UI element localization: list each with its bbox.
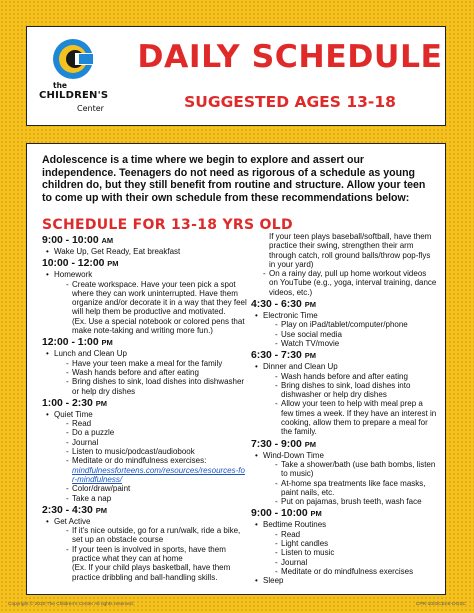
list-continuation: (Ex. If your child plays basketball, have them practice dribbling and ball-handling skills.: [72, 563, 231, 582]
sub-list-item: [54, 456, 247, 484]
mindfulness-link[interactable]: mindfulnessforteens.com/resources/resources-for-mindfulness/: [72, 465, 245, 484]
sub-list-item: - Color/draw/paint: [54, 484, 247, 493]
schedule-block: [42, 337, 247, 395]
logo-the-text: the: [53, 81, 68, 90]
sub-list-item: - Read: [263, 530, 437, 539]
time-ampm: AM: [101, 236, 114, 245]
list-item: [42, 517, 247, 582]
time-slot: [251, 508, 437, 520]
time-range: 9:00 - 10:00: [251, 508, 308, 520]
list-item: [42, 349, 247, 395]
list-item: [251, 362, 437, 436]
time-slot: [42, 505, 247, 517]
list-item: [251, 520, 437, 576]
time-ampm: PM: [304, 351, 316, 361]
time-slot: [251, 299, 437, 311]
sub-list-item: - Do a puzzle: [54, 428, 247, 437]
header-box: [26, 26, 446, 126]
childrens-center-logo: [37, 37, 149, 123]
sub-list-item: - Watch TV/movie: [263, 339, 437, 348]
sub-list-item: - Create workspace. Have your teen pick a spot where they can work uninterrupted. Have them organize and/or decorate it in a way that they feel will help them be productive and motivated.: [54, 280, 247, 317]
time-slot: [42, 235, 247, 247]
time-range: 10:00 - 12:00: [42, 258, 105, 270]
page-title: DAILY SCHEDULE: [137, 39, 443, 75]
copyright-text: Copyright © 2020 The Children's Center All rights reserved.: [8, 602, 134, 607]
list-item: [42, 410, 247, 503]
sub-list-item: - Wash hands before and after eating: [54, 368, 247, 377]
list-continuation: (Ex. Use a special notebook or colored pens that make note-taking and writing more fun.): [72, 316, 245, 336]
sub-list-item: - Meditate or do mindfulness exercises: [263, 567, 437, 576]
sub-list-item: - At-home spa treatments like face masks, paint nails, etc.: [263, 479, 437, 498]
sub-list-item: - On a rainy day, pull up home workout videos on YouTube (e.g., yoga, interval training, dance videos, etc.): [251, 269, 437, 297]
logo-center-text: Center: [77, 104, 104, 113]
time-slot: [42, 337, 247, 349]
sub-list-item: - Allow your teen to help with meal prep a few times a week. If they have an interest in cooking, allow them to prepare a meal for the family.: [263, 399, 437, 436]
schedule-block: [251, 439, 437, 507]
list-item-text: Bedtime Routines: [263, 520, 327, 530]
sub-list-item: - Use social media: [263, 330, 437, 339]
list-item: [251, 451, 437, 507]
time-ampm: PM: [304, 300, 316, 310]
sub-list-item: - Put on pajamas, brush teeth, wash face: [263, 497, 437, 506]
time-slot: [251, 350, 437, 362]
time-ampm: PM: [95, 398, 107, 408]
time-slot: [42, 258, 247, 270]
list-item: [251, 311, 437, 348]
sub-list-item: - Take a shower/bath (use bath bombs, listen to music): [263, 460, 437, 479]
list-item-text: Dinner and Clean Up: [263, 362, 338, 372]
time-range: 9:00 - 10:00: [42, 235, 99, 246]
sub-list-item: - Bring dishes to sink, load dishes into dishwasher or help dry dishes: [263, 381, 437, 400]
content-box: [26, 143, 446, 595]
time-ampm: PM: [95, 505, 107, 515]
schedule-block: [251, 508, 437, 585]
sub-list-item: - Listen to music: [263, 548, 437, 557]
time-range: 7:30 - 9:00: [251, 438, 302, 450]
list-item-text: Lunch and Clean Up: [54, 349, 127, 359]
sub-list-item: - Play on iPad/tablet/computer/phone: [263, 320, 437, 329]
sub-list-item: - Take a nap: [54, 494, 247, 503]
list-item: • Wake Up, Get Ready, Eat breakfast: [42, 247, 247, 256]
time-slot: [42, 398, 247, 410]
sub-list-item: - Read: [54, 419, 247, 428]
time-range: 1:00 - 2:30: [42, 397, 93, 409]
logo-name-text: CHILDREN'S: [39, 90, 109, 101]
schedule-block: [42, 258, 247, 335]
schedule-block: [42, 235, 247, 256]
page-subtitle: SUGGESTED AGES 13-18: [184, 93, 396, 111]
time-slot: [251, 439, 437, 451]
sub-list-item: - Bring dishes to sink, load dishes into dishwasher or help dry dishes: [54, 377, 247, 396]
time-range: 2:30 - 4:30: [42, 504, 93, 516]
time-ampm: PM: [101, 338, 113, 348]
intro-paragraph: Adolescence is a time where we begin to explore and assert our independence. Teenagers do not need as rigorous of a schedule as young children do, but they still benefit from routine and structure. Allow your teen to come up with their own schedule from these recommendations below:: [42, 154, 426, 205]
time-range: 12:00 - 1:00: [42, 337, 99, 349]
list-item: [42, 270, 247, 335]
time-ampm: PM: [107, 259, 119, 269]
schedule-block: [251, 299, 437, 348]
document-code: CPR-10/4/CEntr-DGSC: [415, 602, 466, 607]
sub-list-item: - Wash hands before and after eating: [263, 372, 437, 381]
time-range: 4:30 - 6:30: [251, 299, 302, 311]
time-ampm: PM: [304, 439, 316, 449]
schedule-block: [42, 505, 247, 582]
list-item-text: Quiet Time: [54, 409, 93, 419]
sub-list-item: - Listen to music/podcast/audiobook: [54, 447, 247, 456]
list-continuation: If your teen plays baseball/softball, have them practice their swing, strengthen their arm through catch, roll ground balls/throw pop-flys in your yard): [269, 232, 432, 269]
list-item-text: Wind-Down Time: [263, 450, 324, 460]
sub-list-item: - Journal: [54, 438, 247, 447]
sub-list-item-text: Meditate or do mindfulness exercises:: [72, 456, 207, 466]
sub-list-item: - Light candles: [263, 539, 437, 548]
list-item-text: Homework: [54, 270, 93, 280]
sub-list-item: - If your teen is involved in sports, have them practice what they can at home: [54, 545, 247, 564]
sub-list-item: - Have your teen make a meal for the family: [54, 359, 247, 368]
list-item-text: Get Active: [54, 516, 91, 526]
schedule-block: [42, 398, 247, 503]
schedule-block-continued: [251, 232, 437, 297]
schedule-column-right: [251, 232, 437, 588]
sub-list-item: - Journal: [263, 558, 437, 567]
time-range: 6:30 - 7:30: [251, 350, 302, 362]
schedule-title: SCHEDULE FOR 13-18 YRS OLD: [42, 217, 293, 233]
schedule-column-left: [42, 235, 247, 584]
schedule-block: [251, 350, 437, 436]
list-item-text: Electronic Time: [263, 311, 318, 321]
time-ampm: PM: [310, 509, 322, 519]
list-item: • Sleep: [251, 576, 437, 585]
sub-list-item: - If it's nice outside, go for a run/walk, ride a bike, set up an obstacle course: [54, 526, 247, 545]
